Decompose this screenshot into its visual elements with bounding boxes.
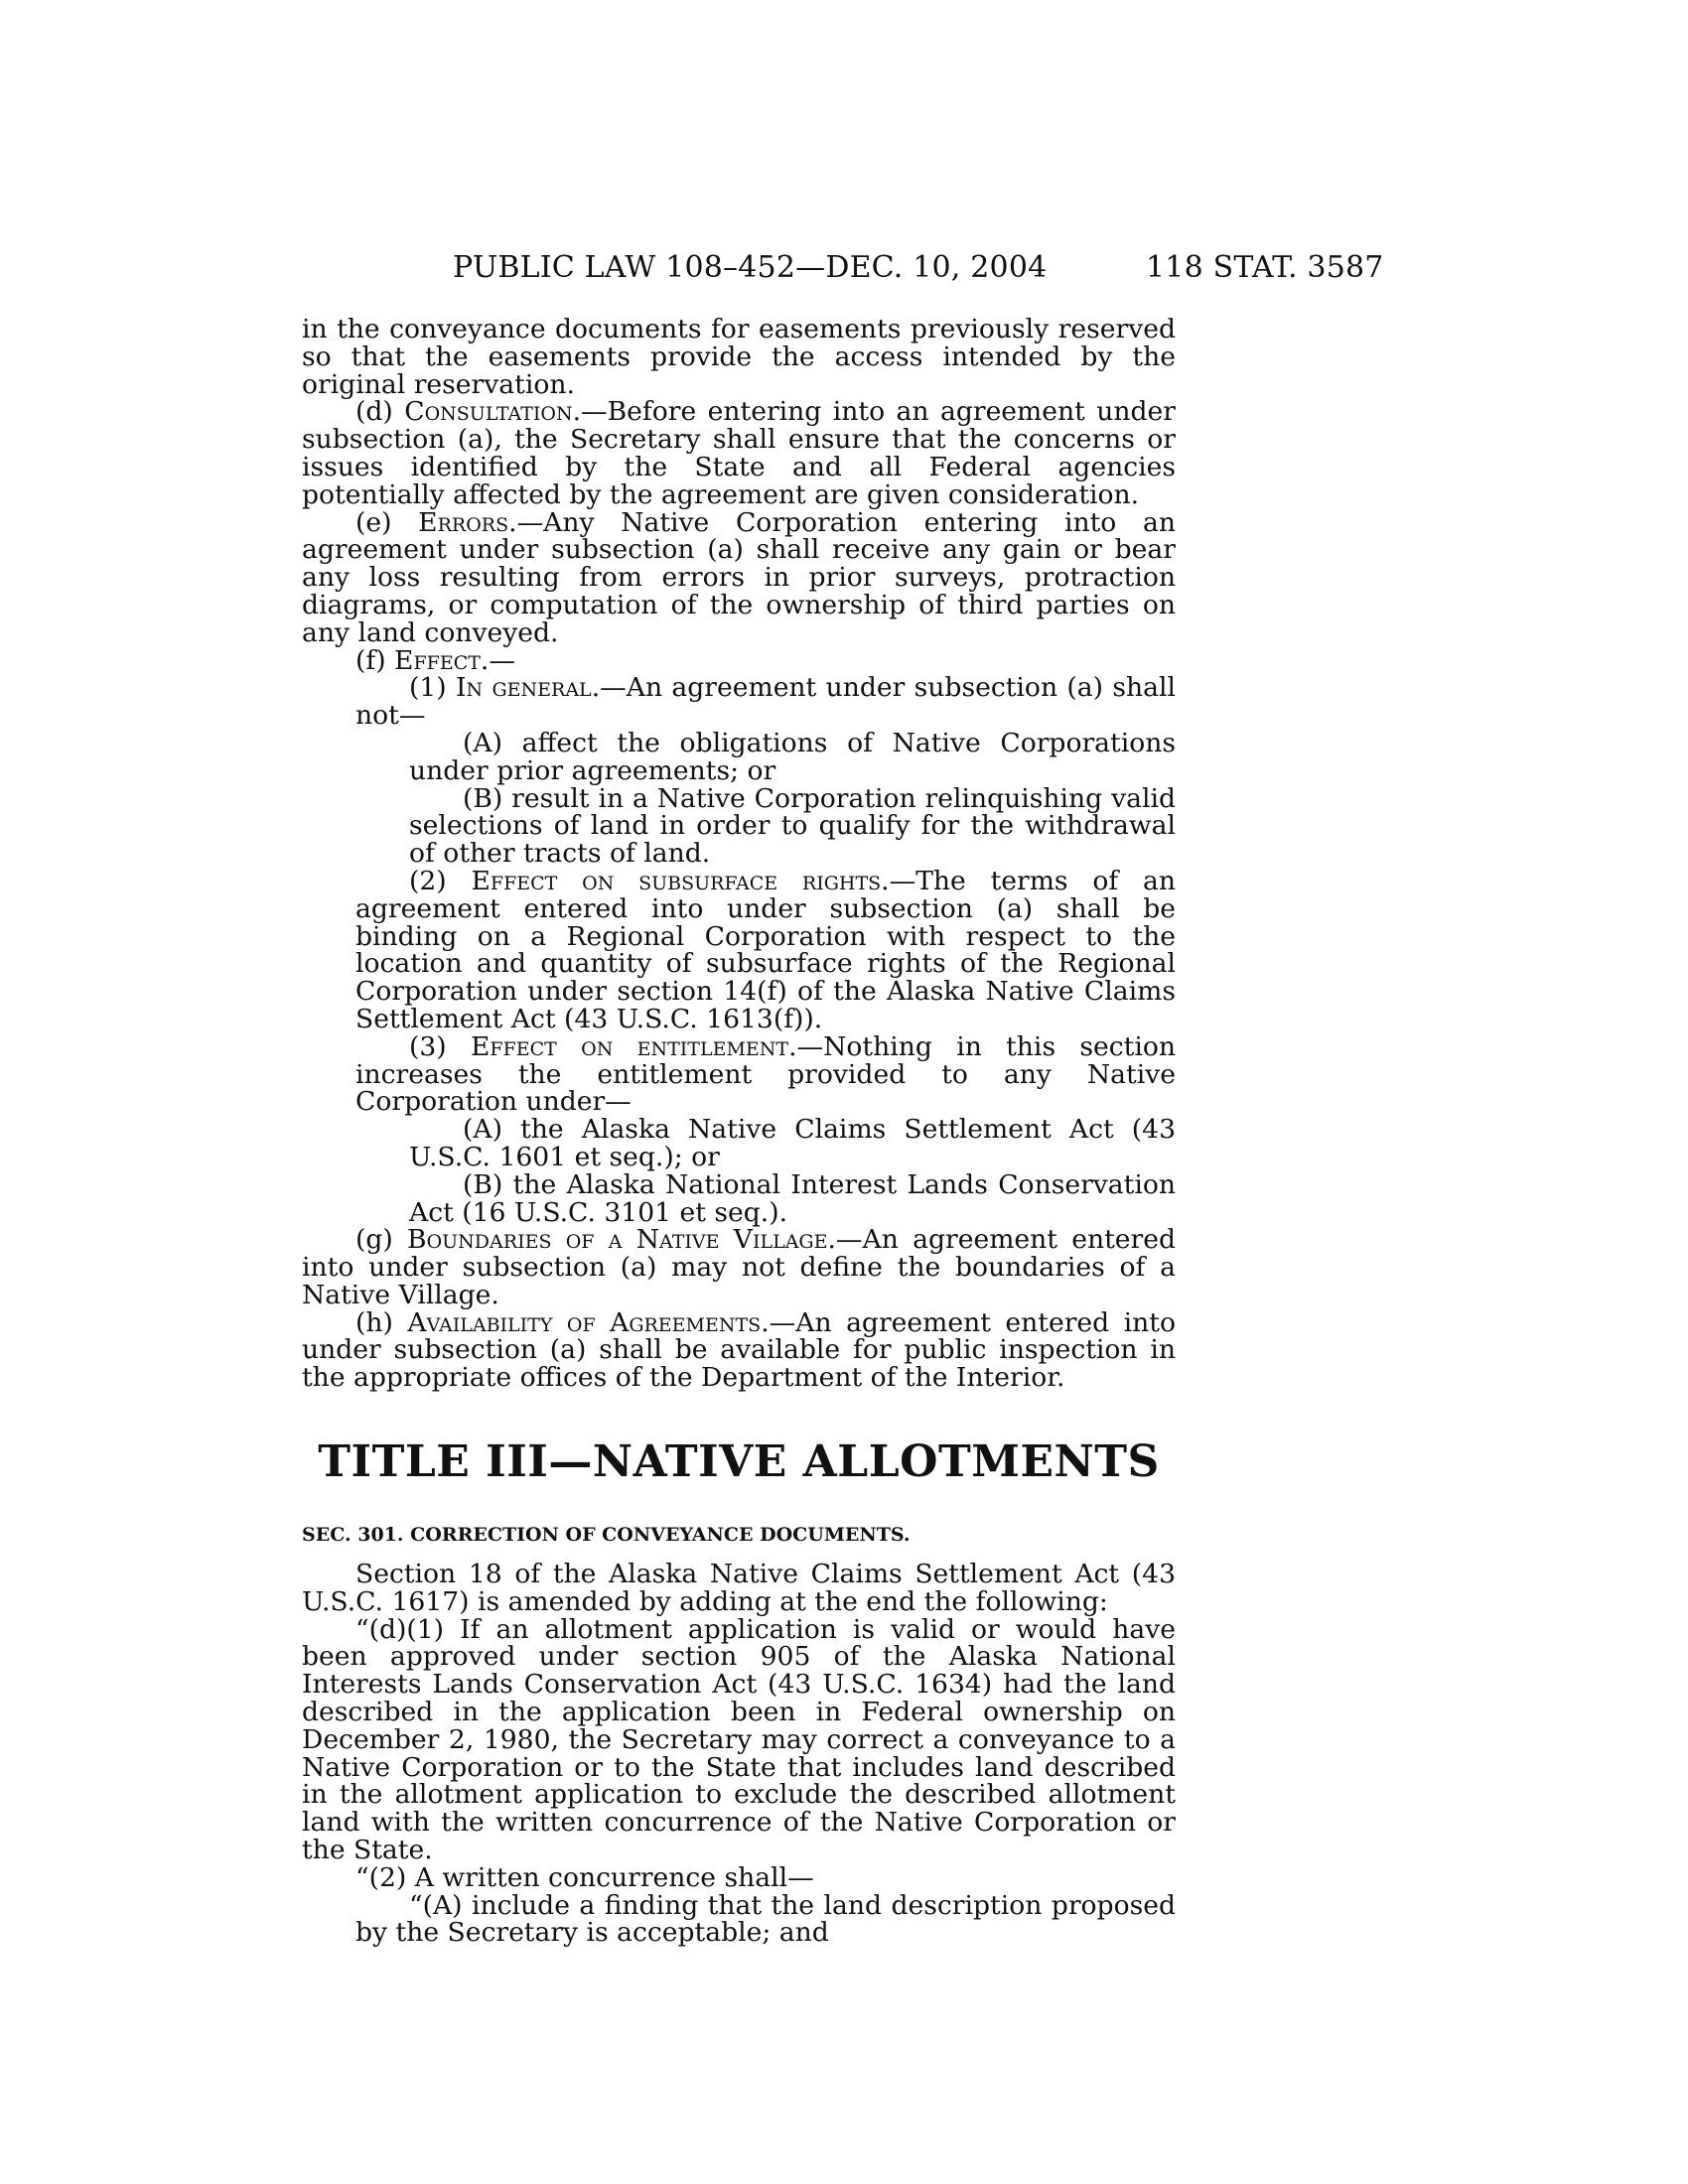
subsection-e-heading: Errors — [418, 506, 509, 538]
subparagraph-f3a: (A) the Alaska Native Claims Settlement Act (43 U.S.C. 1601 et seq.); or — [409, 1114, 1176, 1172]
subsection-f-heading: Effect — [394, 644, 481, 676]
paragraph-f2-heading: Effect on subsurface rights — [471, 865, 882, 896]
paragraph-f3-number: (3) — [409, 1030, 471, 1062]
subparagraph-f3b: (B) the Alaska National Interest Lands Conservation Act (16 U.S.C. 3101 et seq.). — [409, 1168, 1176, 1228]
subsection-h-heading: Availability of Agreements — [407, 1306, 762, 1338]
document-body — [302, 316, 1176, 1947]
subparagraph-f1a: (A) affect the obligations of Native Corporations under prior agreements; or — [409, 727, 1176, 786]
paragraph-f2-number: (2) — [409, 865, 472, 896]
paragraph-f1 — [302, 674, 1176, 730]
paragraph-f2 — [302, 865, 1177, 1034]
section-301-d1: “(d)(1) If an allotment application is valid or would have been approved under section 905 of the Alaska National Interests Lands Conservation Act (43 U.S.C. 1634) had the land described in the application been in Federal ownership on December 2, 1980, the Secretary may correct a conveyance to a Native Corporation or to the State that includes land described in the allotment application to exclude the described allotment land with the written concurrence of the Native Corporation or the State. — [302, 1613, 1176, 1866]
subsection-h-text: .—An agreement entered into under subsection (a) shall be available for public inspection in the appropriate offices of the Department of the Interior. — [302, 1306, 1176, 1394]
section-heading: SEC. 301. CORRECTION OF CONVEYANCE DOCUMENTS. — [302, 1524, 911, 1547]
subsection-h — [302, 1306, 1176, 1394]
paragraph-f3 — [302, 1030, 1176, 1118]
statute-page-reference: 118 STAT. 3587 — [1146, 250, 1384, 285]
section-301-intro: Section 18 of the Alaska Native Claims Settlement Act (43 U.S.C. 1617) is amended by adding at the end the following: — [302, 1559, 1176, 1617]
subparagraph-f1b: (B) result in a Native Corporation relinquishing valid selections of land in order to qualify for the withdrawal of other tracts of land. — [409, 782, 1176, 870]
paragraph-f3-heading: Effect on entitlement — [470, 1030, 789, 1062]
paragraph-f2-text: .—The terms of an agreement entered into under subsection (a) shall be binding on a Regional Corporation with respect to the location and quantity of subsurface rights of the Regional Corporation under section 14(f) of the Alaska Native Claims Settlement Act (43 U.S.C. 1613(f)). — [355, 865, 1177, 1034]
paragraph-f1-heading: In general — [456, 672, 592, 704]
title-heading: TITLE III—NATIVE ALLOTMENTS — [318, 1436, 1160, 1488]
subsection-d-heading: Consultation — [404, 396, 573, 428]
running-head: PUBLIC LAW 108–452—DEC. 10, 2004 — [453, 250, 1048, 285]
paragraph-c-continued: in the conveyance documents for easements previously reserved so that the easements provide the access intended by the original reservation. — [302, 314, 1176, 400]
page-header — [0, 250, 1688, 290]
paragraph-f1-number: (1) — [409, 672, 457, 704]
paragraph-f1-text: .—An agreement under subsection (a) shall not— — [355, 672, 1176, 732]
section-301-d2a: “(A) include a finding that the land description proposed by the Secretary is acceptable; and — [355, 1889, 1176, 1949]
subsection-e-number: (e) — [355, 506, 419, 538]
subsection-e — [302, 506, 1176, 648]
subsection-d — [302, 398, 1176, 508]
subsection-g — [302, 1226, 1176, 1308]
subsection-f-number: (f) — [355, 644, 395, 676]
subsection-h-number: (h) — [355, 1306, 408, 1338]
paragraph-f3-text: .—Nothing in this section increases the entitlement provided to any Native Corporation under— — [355, 1030, 1176, 1118]
subsection-e-text: .—Any Native Corporation entering into an agreement under subsection (a) shall receive any gain or bear any loss resulting from errors in prior surveys, protraction diagrams, or computation of the ownership of third parties on any land conveyed. — [302, 506, 1176, 648]
subsection-d-number: (d) — [355, 396, 405, 428]
subsection-g-number: (g) — [355, 1224, 408, 1256]
subsection-g-text: .—An agreement entered into under subsection (a) may not define the boundaries of a Native Village. — [302, 1224, 1176, 1310]
subsection-f-text: .— — [480, 644, 515, 676]
section-301-d2: “(2) A written concurrence shall— — [355, 1861, 814, 1893]
subsection-d-text: .—Before entering into an agreement under subsection (a), the Secretary shall ensure that the concerns or issues identified by the State and all Federal agencies potentially affected by the agreement are given consideration. — [302, 396, 1176, 510]
subsection-g-heading: Boundaries of a Native Village — [407, 1224, 828, 1256]
subsection-f — [302, 644, 1176, 676]
